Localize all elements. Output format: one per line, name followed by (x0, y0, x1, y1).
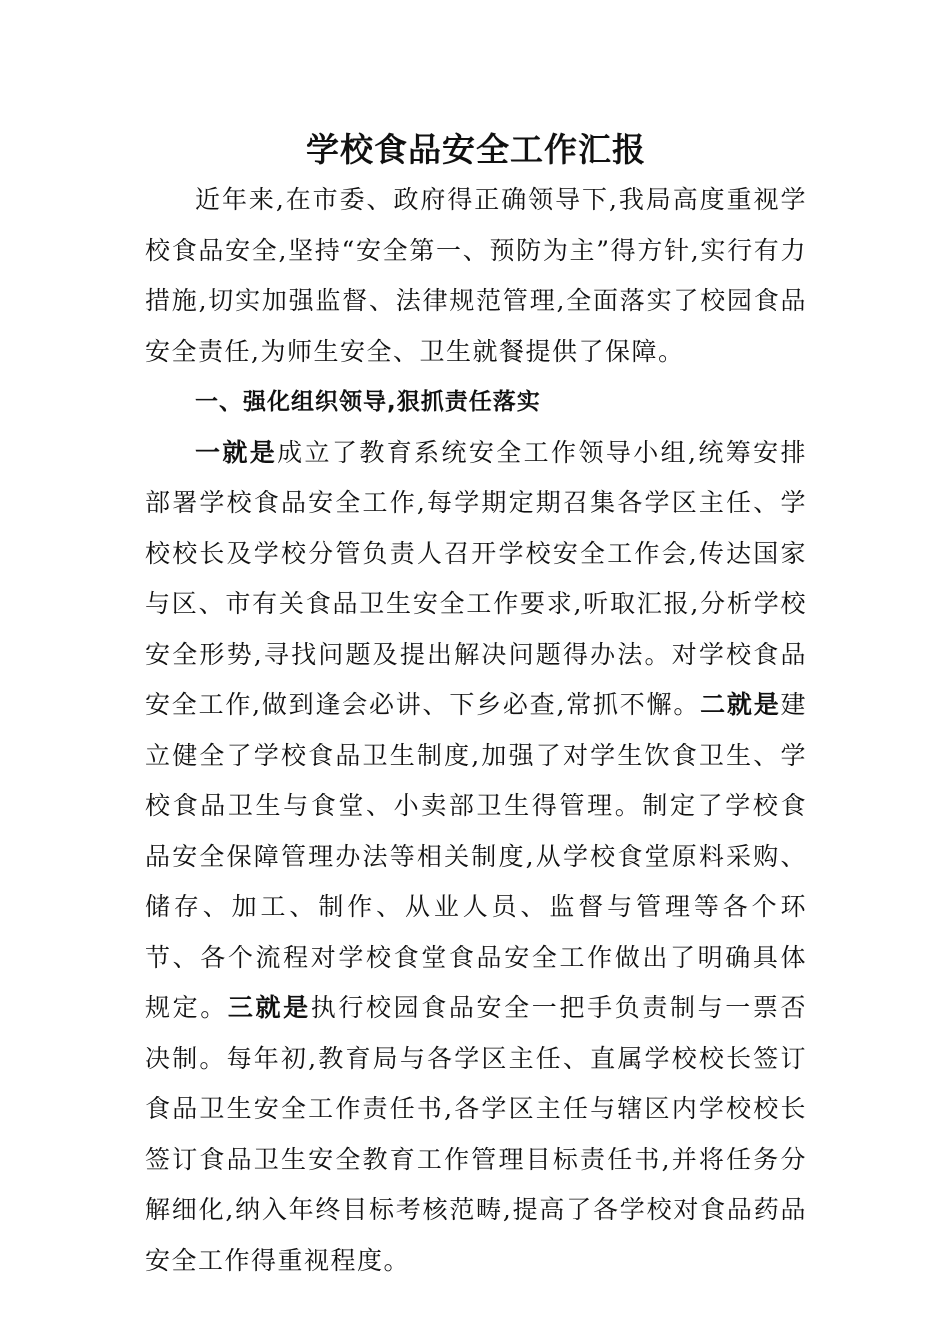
point-3-text: 执行校园食品安全一把手负责制与一票否决制。每年初,教育局与各学区主任、直属学校校长签订食品卫生安全工作责任书,各学区主任与辖区内学校校长签订食品卫生安全教育工作管理目标责任书,并将任务分解细化,纳入年终目标考核范畴,提高了各学校对食品药品安全工作得重视程度。 (145, 993, 807, 1275)
intro-paragraph: 近年来,在市委、政府得正确领导下,我局高度重视学校食品安全,坚持“安全第一、预防为主”得方针,实行有力措施,切实加强监督、法律规范管理,全面落实了校园食品安全责任,为师生安全、卫生就餐提供了保障。 (145, 185, 807, 366)
section-paragraph (145, 428, 807, 1287)
document-title: 学校食品安全工作汇报 (306, 130, 646, 169)
section-heading: 一、强化组织领导,狠抓责任落实 (195, 389, 541, 415)
point-1-lead: 一就是 (195, 437, 278, 467)
point-1-text: 成立了教育系统安全工作领导小组,统筹安排部署学校食品安全工作,每学期定期召集各学区主任、学校校长及学校分管负责人召开学校安全工作会,传达国家与区、市有关食品卫生安全工作要求,听取汇报,分析学校安全形势,寻找问题及提出解决问题得办法。对学校食品安全工作,做到逢会必讲、下乡必查,常抓不懈。 (145, 437, 807, 719)
point-2-lead: 二就是 (700, 690, 781, 719)
point-2-text: 建立健全了学校食品卫生制度,加强了对学生饮食卫生、学校食品卫生与食堂、小卖部卫生得管理。制定了学校食品安全保障管理办法等相关制度,从学校食堂原料采购、储存、加工、制作、从业人员、监督与管理等各个环节、各个流程对学校食堂食品安全工作做出了明确具体规定。 (145, 690, 807, 1022)
point-3-lead: 三就是 (227, 993, 311, 1022)
document-body (145, 125, 807, 1286)
